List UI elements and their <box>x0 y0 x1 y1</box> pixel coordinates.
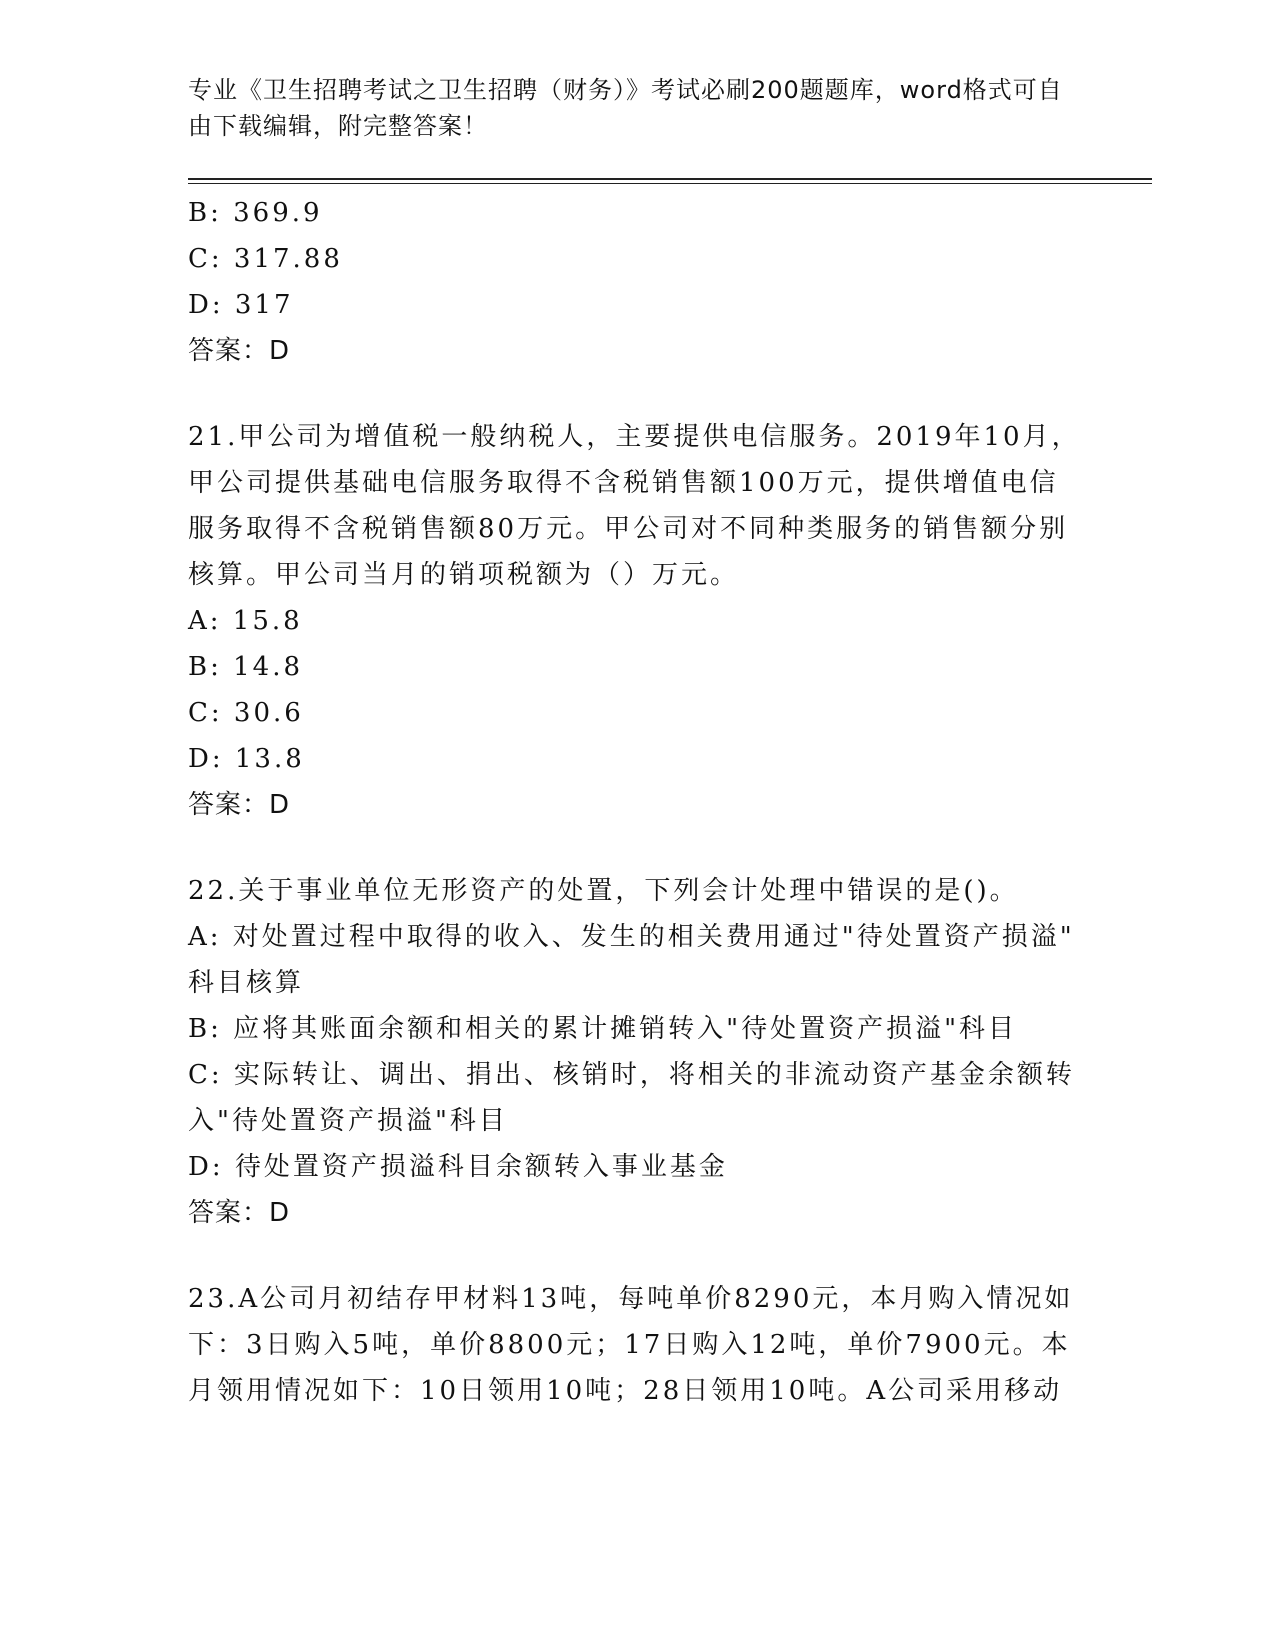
option-d: D: 317 <box>188 290 294 320</box>
document-header <box>188 72 1068 144</box>
option-d: D: 待处置资产损溢科目余额转入事业基金 <box>188 1152 728 1182</box>
question-text: 21.甲公司为增值税一般纳税人，主要提供电信服务。2019年10月， <box>188 422 1081 452</box>
question-text: 服务取得不含税销售额80万元。甲公司对不同种类服务的销售额分别 <box>188 514 1069 544</box>
question-text: 下：3日购入5吨，单价8800元；17日购入12吨，单价7900元。本 <box>188 1330 1071 1360</box>
answer: 答案：D <box>188 336 291 366</box>
question-text: 23.A公司月初结存甲材料13吨，每吨单价8290元，本月购入情况如 <box>188 1284 1074 1314</box>
option-c: C: 实际转让、调出、捐出、核销时，将相关的非流动资产基金余额转 <box>188 1060 1075 1090</box>
question-text: 核算。甲公司当月的销项税额为（）万元。 <box>188 560 740 590</box>
spacer <box>188 374 1088 414</box>
question-23 <box>188 1276 1088 1414</box>
header-line-2: 由下载编辑，附完整答案！ <box>188 112 488 140</box>
option-c: C: 317.88 <box>188 244 343 274</box>
option-a-continued: 科目核算 <box>188 968 305 998</box>
option-b: B: 14.8 <box>188 652 304 682</box>
header-divider-thick <box>188 178 1152 180</box>
option-a: A: 15.8 <box>188 606 303 636</box>
option-b: B: 应将其账面余额和相关的累计摊销转入"待处置资产损溢"科目 <box>188 1014 1018 1044</box>
question-20-tail <box>188 190 1088 374</box>
question-text: 月领用情况如下：10日领用10吨；28日领用10吨。A公司采用移动 <box>188 1376 1063 1406</box>
question-22 <box>188 868 1088 1236</box>
option-c-continued: 入"待处置资产损溢"科目 <box>188 1106 508 1136</box>
header-line-1: 专业《卫生招聘考试之卫生招聘（财务）》考试必刷200题题库，word格式可自 <box>188 76 1063 104</box>
question-21 <box>188 414 1088 828</box>
question-text: 甲公司提供基础电信服务取得不含税销售额100万元，提供增值电信 <box>188 468 1059 498</box>
option-b: B: 369.9 <box>188 198 323 228</box>
option-c: C: 30.6 <box>188 698 304 728</box>
answer: 答案：D <box>188 1198 291 1228</box>
answer: 答案：D <box>188 790 291 820</box>
question-text: 22.关于事业单位无形资产的处置，下列会计处理中错误的是()。 <box>188 876 1019 906</box>
option-a: A: 对处置过程中取得的收入、发生的相关费用通过"待处置资产损溢" <box>188 922 1075 952</box>
spacer <box>188 1236 1088 1276</box>
document-body <box>188 190 1088 1414</box>
option-d: D: 13.8 <box>188 744 305 774</box>
header-divider-thin <box>188 183 1152 184</box>
spacer <box>188 828 1088 868</box>
